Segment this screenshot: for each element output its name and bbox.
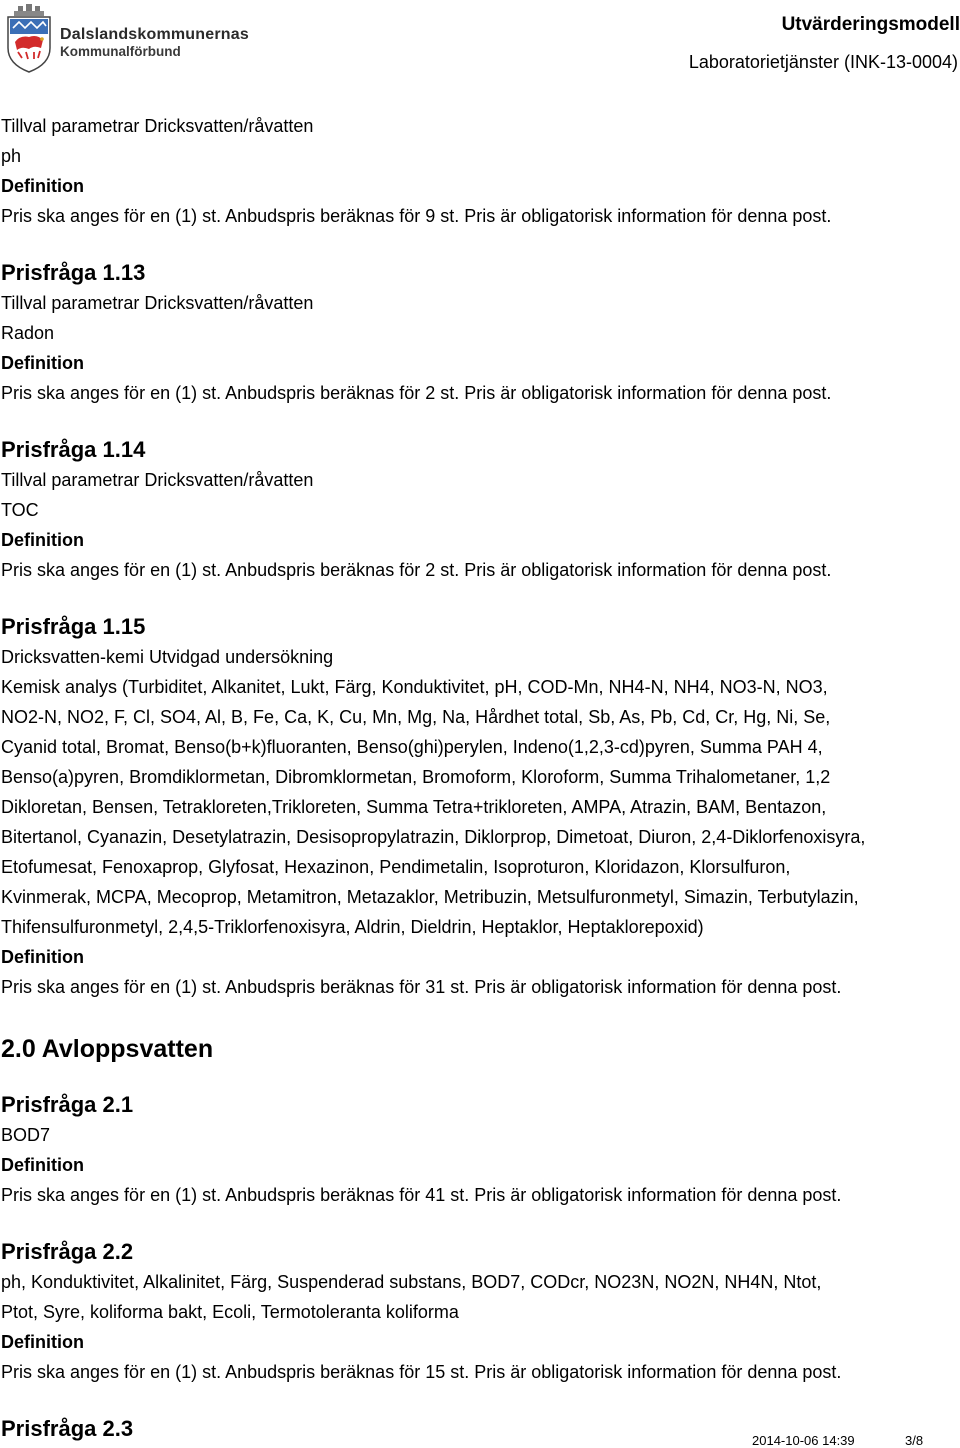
definition-label: Definition [1,530,84,550]
price-question-1-12-continued [1,111,959,231]
definition-text: Pris ska anges för en (1) st. Anbudspris beräknas för 31 st. Pris är obligatorisk information för denna post. [1,977,842,997]
analysis-line: Kvinmerak, MCPA, Mecoprop, Metamitron, Metazaklor, Metribuzin, Metsulfuronmetyl, Simazin, Terbutylazin, [1,887,859,907]
question-title: Prisfråga 1.13 [1,260,146,285]
section-heading: 2.0 Avloppsvatten [1,1035,214,1063]
document-title: Utvärderingsmodell [781,14,960,35]
page-number: 3/8 [905,1433,924,1448]
question-title: Prisfråga 1.15 [1,614,146,639]
analysis-line: Etofumesat, Fenoxaprop, Glyfosat, Hexazinon, Pendimetalin, Isoproturon, Kloridazon, Klorsulfuron, [1,857,791,877]
analysis-line: Ptot, Syre, koliforma bakt, Ecoli, Termotoleranta koliforma [1,1302,459,1322]
question-title: Prisfråga 2.2 [1,1239,134,1264]
question-title: Prisfråga 2.1 [1,1092,134,1117]
definition-label: Definition [1,353,84,373]
definition-text: Pris ska anges för en (1) st. Anbudspris beräknas för 41 st. Pris är obligatorisk information för denna post. [1,1185,842,1205]
question-title: Prisfråga 1.14 [1,437,146,462]
page-header [0,0,960,80]
question-item: ph [1,146,22,166]
price-question-1-13 [1,258,959,408]
definition-label: Definition [1,176,84,196]
analysis-line: Kemisk analys (Turbiditet, Alkanitet, Lukt, Färg, Konduktivitet, pH, COD-Mn, NH4-N, NH4, NO3-N, NO3, [1,677,828,697]
question-item: BOD7 [1,1125,51,1145]
price-question-2-1 [1,1090,959,1210]
definition-label: Definition [1,1332,84,1352]
analysis-line: Cyanid total, Bromat, Benso(b+k)fluoranten, Benso(ghi)perylen, Indeno(1,2,3-cd)pyren, Summa PAH 4, [1,737,823,757]
organization-logo [4,4,274,74]
analysis-line: ph, Konduktivitet, Alkalinitet, Färg, Suspenderad substans, BOD7, CODcr, NO23N, NO2N, NH4N, Ntot, [1,1272,822,1292]
price-question-1-15 [1,612,959,1002]
analysis-line: Bitertanol, Cyanazin, Desetylatrazin, Desisopropylatrazin, Diklorprop, Dimetoat, Diuron, 2,4-Diklorfenoxisyra, [1,827,866,847]
analysis-line: Dikloretan, Bensen, Tetrakloreten,Trikloreten, Summa Tetra+trikloreten, AMPA, Atrazin, BAM, Bentazon, [1,797,827,817]
question-item: Radon [1,323,55,343]
analysis-line: NO2-N, NO2, F, Cl, SO4, Al, B, Fe, Ca, K, Cu, Mn, Mg, Na, Hårdhet total, Sb, As, Pb, Cd, Cr, Hg, Ni, Se, [1,707,831,727]
document-body [1,111,959,1444]
definition-label: Definition [1,1155,84,1175]
price-question-2-2 [1,1237,959,1387]
crest-icon [4,4,54,74]
price-question-1-14 [1,435,959,585]
analysis-line: Thifensulfuronmetyl, 2,4,5-Triklorfenoxisyra, Aldrin, Dieldrin, Heptaklor, Heptaklorepoxid) [1,917,704,937]
logo-name: Dalslandskommunernas [60,26,249,43]
definition-text: Pris ska anges för en (1) st. Anbudspris beräknas för 2 st. Pris är obligatorisk information för denna post. [1,383,832,403]
question-title: Prisfråga 2.3 [1,1416,134,1441]
definition-label: Definition [1,947,84,967]
definition-text: Pris ska anges för en (1) st. Anbudspris beräknas för 2 st. Pris är obligatorisk information för denna post. [1,560,832,580]
analysis-line: Benso(a)pyren, Bromdiklormetan, Dibromklormetan, Bromoform, Kloroform, Summa Trihalometaner, 1,2 [1,767,831,787]
definition-text: Pris ska anges för en (1) st. Anbudspris beräknas för 15 st. Pris är obligatorisk information för denna post. [1,1362,842,1382]
footer-date: 2014-10-06 14:39 [752,1433,855,1448]
question-category: Tillval parametrar Dricksvatten/råvatten [1,293,314,313]
question-category: Tillval parametrar Dricksvatten/råvatten [1,470,314,490]
question-category: Tillval parametrar Dricksvatten/råvatten [1,116,314,136]
logo-subtitle: Kommunalförbund [60,44,181,59]
question-category: Dricksvatten-kemi Utvidgad undersökning [1,647,334,667]
definition-text: Pris ska anges för en (1) st. Anbudspris beräknas för 9 st. Pris är obligatorisk information för denna post. [1,206,832,226]
document-reference: Laboratorietjänster (INK-13-0004) [688,52,958,72]
question-item: TOC [1,500,39,520]
